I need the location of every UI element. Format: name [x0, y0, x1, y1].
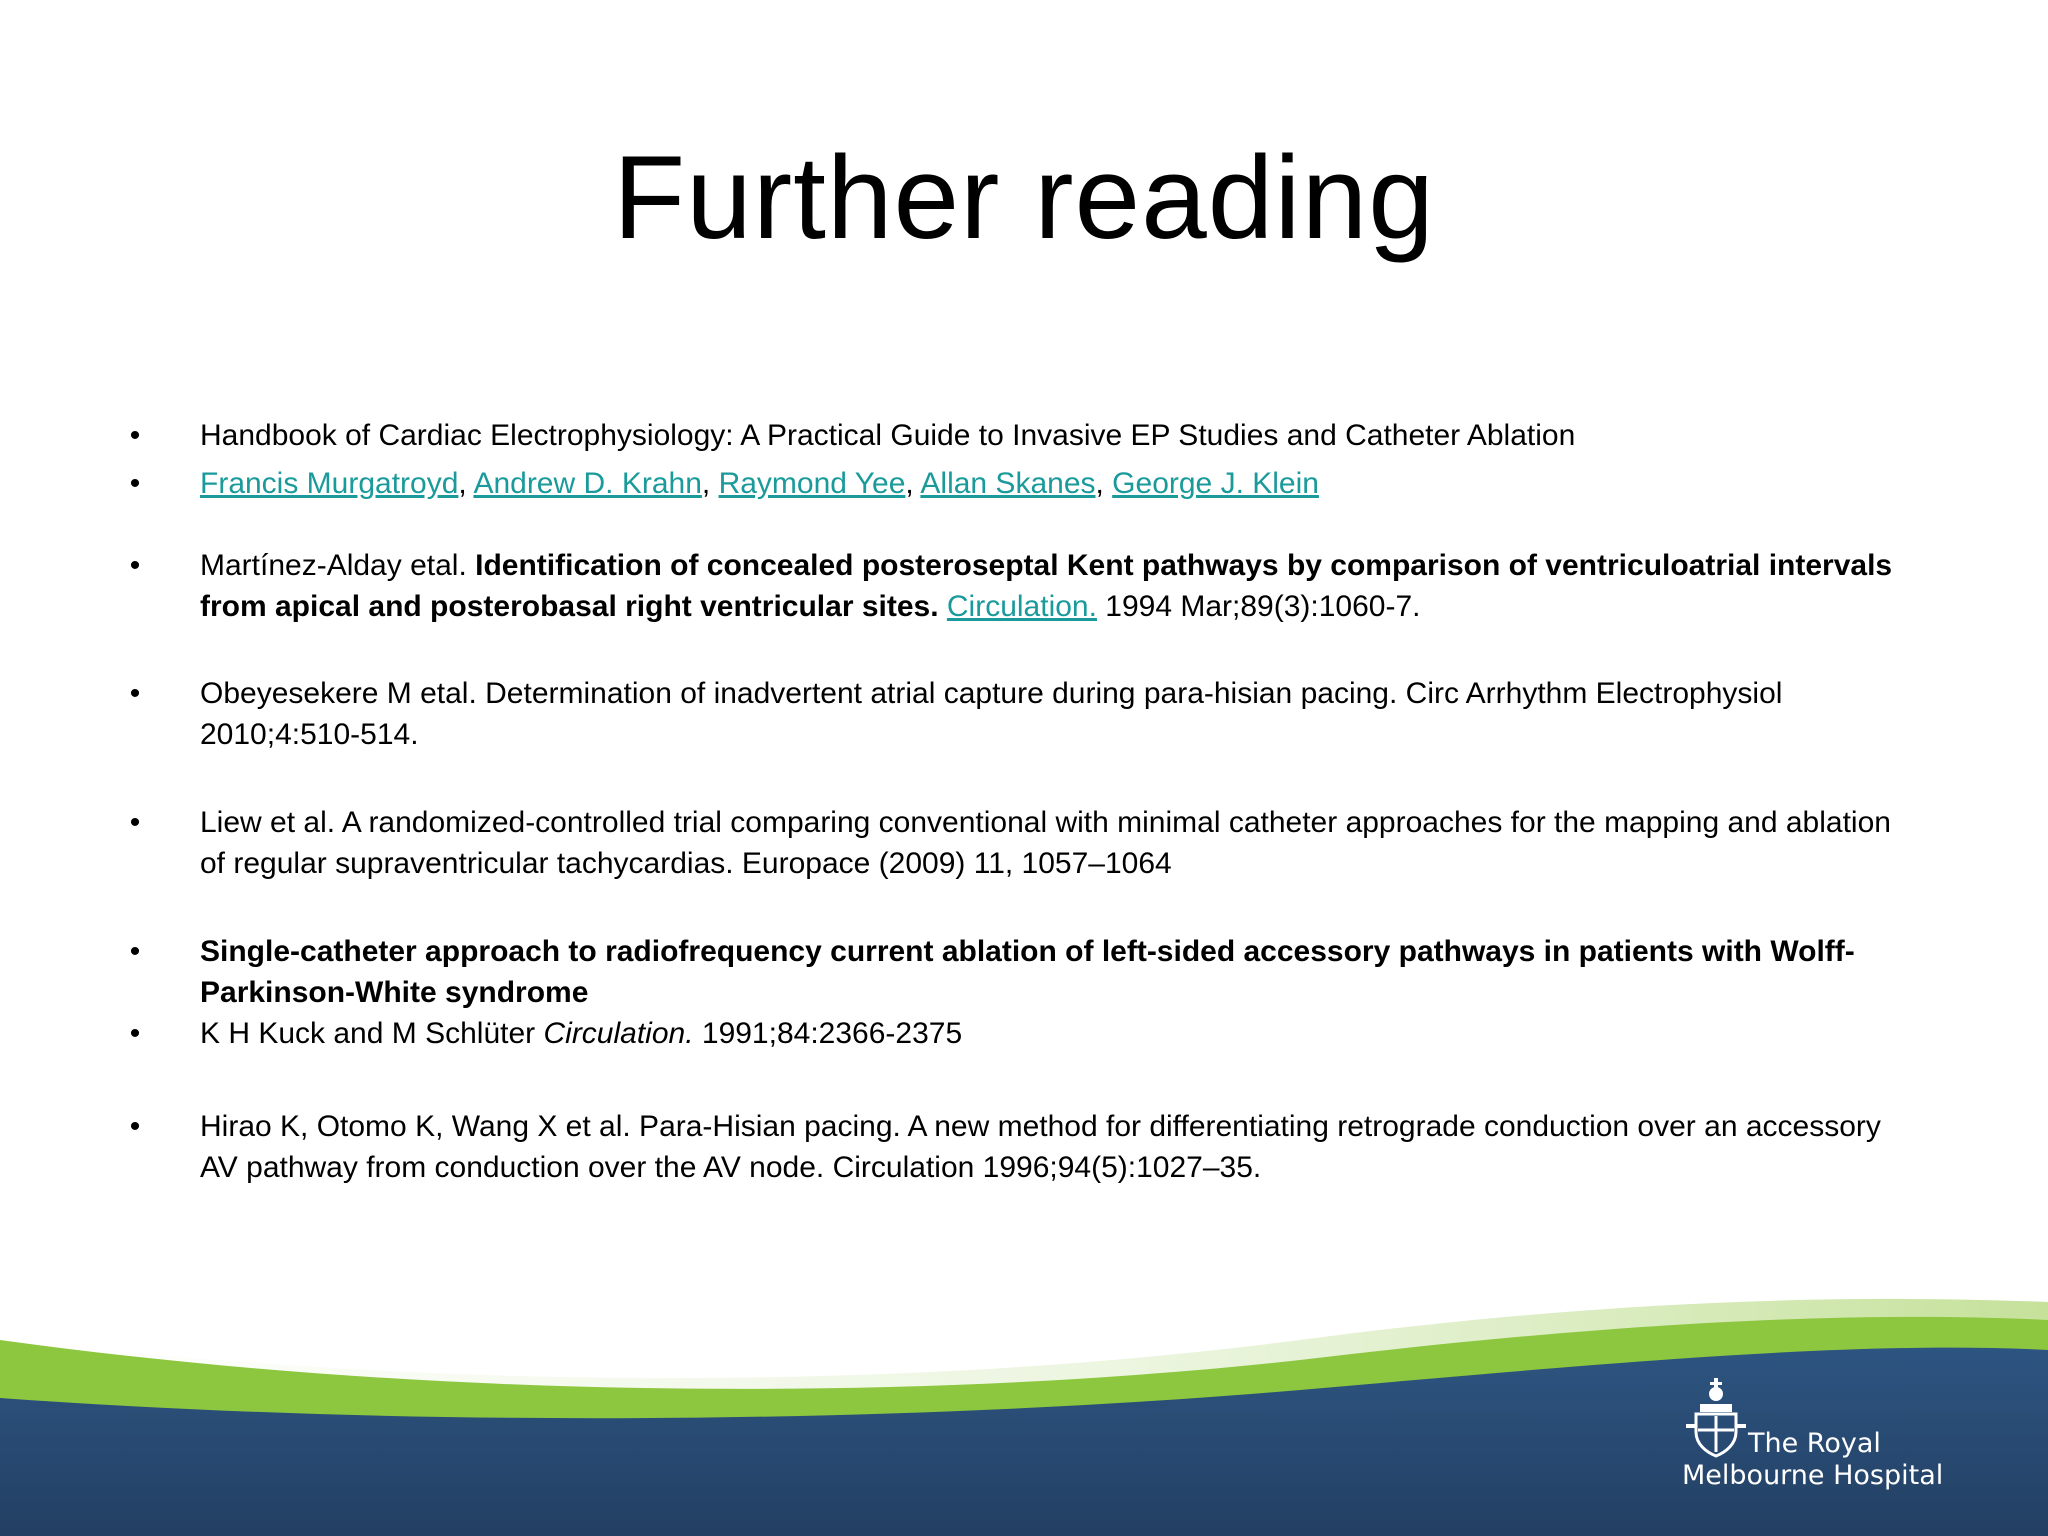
- reference-journal: Circulation.: [543, 1017, 694, 1050]
- author-separator: ,: [1095, 467, 1113, 500]
- bullet-icon: •: [129, 549, 141, 582]
- reference-item-kuck: [120, 1013, 1920, 1054]
- logo-text-line2: Melbourne Hospital: [1682, 1460, 1944, 1491]
- reference-item-obeyesekere: [120, 673, 1920, 755]
- author-link-krahn[interactable]: Andrew D. Krahn: [473, 467, 702, 500]
- bullet-icon: •: [129, 935, 141, 968]
- journal-link-circulation[interactable]: Circulation.: [946, 590, 1097, 623]
- reference-title: Identification of concealed posteroseptal Kent pathways by comparison of ventriculoatrial intervals from apical and posterobasal right ventricular sites.: [200, 549, 1893, 623]
- reference-authors: Martínez-Alday etal.: [200, 549, 476, 582]
- reference-authors: K H Kuck and M Schlüter: [200, 1017, 544, 1050]
- reference-text: Liew et al. A randomized-controlled trial comparing conventional with minimal catheter approaches for the mapping and ablation of regular supraventricular tachycardias. Europace (2009) 11, 1057–1064: [200, 806, 1891, 880]
- reference-item-martinez-alday: [120, 545, 1920, 627]
- reference-item-single-catheter: [120, 931, 1920, 1013]
- bullet-icon: •: [129, 806, 141, 839]
- author-separator: ,: [905, 467, 921, 500]
- bullet-icon: •: [129, 419, 141, 452]
- bullet-icon: •: [129, 1110, 141, 1143]
- author-link-skanes[interactable]: Allan Skanes: [920, 467, 1096, 500]
- reference-item-handbook: [120, 415, 1920, 456]
- bullet-icon: •: [129, 467, 141, 500]
- reference-title: Single-catheter approach to radiofrequency current ablation of left-sided accessory pathways in patients with Wolff-Parkinson-White syndrome: [200, 935, 1855, 1009]
- author-link-yee[interactable]: Raymond Yee: [718, 467, 906, 500]
- bullet-icon: •: [129, 1017, 141, 1050]
- logo-text-line1: The Royal: [1748, 1428, 1881, 1459]
- reference-text: Handbook of Cardiac Electrophysiology: A Practical Guide to Invasive EP Studies and Catheter Ablation: [200, 419, 1576, 452]
- reference-citation: 1994 Mar;89(3):1060-7.: [1096, 590, 1421, 623]
- author-link-murgatroyd[interactable]: Francis Murgatroyd: [200, 467, 459, 500]
- reference-citation: 1991;84:2366-2375: [693, 1017, 963, 1050]
- reference-text: Hirao K, Otomo K, Wang X et al. Para-Hisian pacing. A new method for differentiating retrograde conduction over an accessory AV pathway from conduction over the AV node. Circulation 1996;94(5):1027–35.: [200, 1110, 1881, 1184]
- reference-text: Obeyesekere M etal. Determination of inadvertent atrial capture during para-hisian pacing. Circ Arrhythm Electrophysiol 2010;4:510-514.: [200, 677, 1783, 751]
- reference-item-authors: [120, 463, 1920, 504]
- author-links: [200, 463, 1920, 504]
- page-title: Further reading: [613, 132, 1435, 264]
- reference-item-liew: [120, 802, 1920, 884]
- reference-item-hirao: [120, 1106, 1920, 1188]
- reference-text: [200, 1013, 1920, 1054]
- reference-text: [200, 545, 1920, 627]
- hospital-crest-icon: [1684, 1374, 1748, 1460]
- hospital-logo: [1672, 1370, 1972, 1500]
- author-link-klein[interactable]: George J. Klein: [1112, 467, 1319, 500]
- bullet-icon: •: [129, 677, 141, 710]
- author-separator: ,: [701, 467, 719, 500]
- author-separator: ,: [458, 467, 474, 500]
